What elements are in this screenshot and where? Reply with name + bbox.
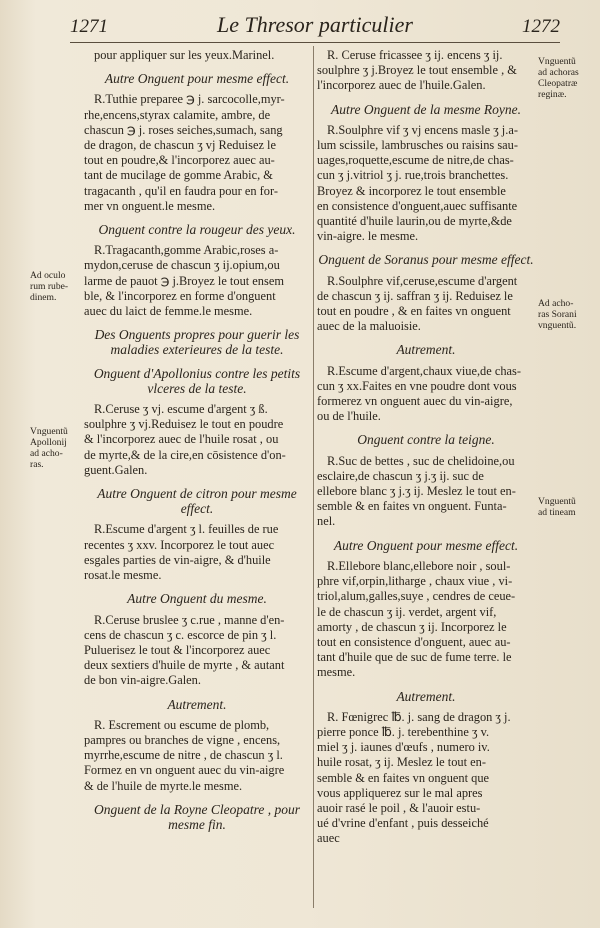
text-line: guent.Galen. [84,462,148,477]
text-line: & l'incorporez auec de l'huile rosat , ou [84,432,279,447]
running-title: Le Thresor particulier [217,12,413,37]
margin-note: Vnguentũ ad tineam [538,496,576,518]
text-line: auec du laict de femme.le mesme. [84,304,253,319]
text-line: larme de pauot ℈ j.Broyez le tout ensem [84,273,284,288]
text-line: ou de l'huile. [317,409,381,424]
text-line: cun ʒ j.vitriol ʒ j. rue,trois branchettes. [317,168,509,183]
text-line: R.Escume d'argent ʒ l. feuilles de rue [94,522,279,537]
text-line: pour appliquer sur les yeux.Marinel. [94,48,275,62]
text-line: ble, & l'incorporez en forme d'onguent [84,288,276,303]
section-heading: Autre Onguent du mesme. [127,591,267,607]
text-line: de myrte,& de la cire,en cōsistence d'on- [84,447,286,462]
section-heading: Onguent de Soranus pour mesme effect. [318,252,534,268]
recipe-paragraph [84,243,310,319]
text-line: de dragon, de chascun ʒ vj Reduisez le [84,138,276,153]
section-heading: Autrement. [396,688,456,704]
recipe-paragraph [317,274,535,335]
recipe-paragraph [317,454,535,530]
section-heading: Autre Onguent de citron pour mesme effect. [97,486,297,517]
text-line: tout en poudre , & en faites vn onguent [317,304,511,319]
page-number-left: 1271 [70,16,108,37]
text-line: R. Escrement ou escume de plomb, [94,717,270,732]
text-line: esclaire,de chascun ʒ j.ʒ ij. suc de [317,468,484,483]
text-line: rosat.le mesme. [84,568,162,583]
recipe-paragraph [84,48,310,63]
text-line: R.Suc de bettes , suc de chelidoine,ou [327,453,515,468]
text-line: vous appliquerez sur le mal apres [317,785,483,800]
text-line: semble & en faites vn onguent que [317,770,490,785]
margin-note: Vnguentũ Apollonij ad acho- ras. [30,426,68,470]
text-line: R. Ceruse fricassee ʒ ij. encens ʒ ij. [327,48,503,62]
section-heading: Des Onguents propres pour guerir les maladies exterieures de la teste. [94,327,300,358]
text-line: R.Ceruse bruslee ʒ c.rue , manne d'en- [94,612,285,627]
text-line: R.Tuthie preparee ℈ j. sarcocolle,myr- [94,92,285,107]
text-line: R.Tragacanth,gomme Arabic,roses a- [94,243,279,258]
text-line: miel ʒ j. iaunes d'œufs , numero iv. [317,740,490,755]
text-line: amorty , de chascun ʒ ij. Incorporez le [317,619,507,634]
text-line: pampres ou branches de vigne , encens, [84,732,281,747]
text-line: tant d'huile que de suc de fume terre. le [317,650,512,665]
section-heading: Onguent contre la teigne. [357,432,495,448]
recipe-paragraph [317,48,535,94]
text-line: Formez en vn onguent auec du vin-aigre [84,763,285,778]
text-line: ué d'vrine d'enfant , puis desseiché [317,816,489,831]
margin-note: Ad acho- ras Sorani vnguentũ. [538,298,577,331]
margin-note: Ad oculo rum rube- dinem. [30,270,69,303]
text-line: soulphre ʒ vj.Reduisez le tout en poudre [84,417,284,432]
page-number-right: 1272 [522,16,560,37]
text-line: mesme. [317,665,356,680]
text-line: R.Soulphre vif,ceruse,escume d'argent [327,273,518,288]
text-line: esgales parties de vin-aigre, & d'huile [84,552,271,567]
text-line: de chascun ʒ ij. saffran ʒ ij. Reduisez le [317,288,513,303]
text-line: tout en consistence d'onguent, auec au- [317,634,511,649]
text-line: R.Ellebore blanc,ellebore noir , soul- [327,558,511,573]
section-heading: Autrement. [167,696,227,712]
text-line: cens de chascun ʒ c. escorce de pin ʒ l. [84,627,277,642]
recipe-paragraph [317,559,535,681]
text-line: vin-aigre. le mesme. [317,229,419,244]
text-line: cun ʒ xx.Faites en vne poudre dont vous [317,378,517,393]
recipe-paragraph [84,522,310,583]
section-heading: Autre Onguent pour mesme effect. [104,71,290,87]
text-line: chascun ℈ j. roses seiches,sumach, sang [84,122,283,137]
margin-note: Vnguentũ ad achoras Cleopatræ reginæ. [538,56,579,100]
text-line: R.Soulphre vif ʒ vj encens masle ʒ j.a- [327,122,518,137]
text-line: semble & en faites vn onguent. Funta- [317,499,507,514]
recipe-paragraph [317,710,535,847]
section-heading: Autrement. [396,342,456,358]
text-line: huile rosat, ʒ ij. Meslez le tout en- [317,755,486,770]
text-line: pierre ponce ℔. j. terebenthine ʒ v. [317,724,490,739]
text-line: nel. [317,514,336,529]
text-line: lum scissile, lambrusches ou raisins sau- [317,138,518,153]
text-line: rhe,encens,styrax calamite, ambre, de [84,107,271,122]
recipe-paragraph [84,402,310,478]
recipe-paragraph [84,613,310,689]
text-line: phre vif,orpin,litharge , chaux viue , vi- [317,574,513,589]
text-line: recentes ʒ xxv. Incorporez le tout auec [84,537,275,552]
right-column [317,48,535,918]
text-line: R.Ceruse ʒ vj. escume d'argent ʒ ß. [94,402,268,417]
text-line: tragacanth , qu'il en faudra pour en for- [84,183,278,198]
text-line: deux sextiers d'huile de myrte , & autant [84,658,285,673]
text-line: quantité d'huile laurin,ou de myrte,&de [317,214,512,229]
running-header [70,12,560,42]
header-rule [70,42,560,43]
section-heading: Autre Onguent pour mesme effect. [333,537,519,553]
text-line: de bon vin-aigre.Galen. [84,673,201,688]
text-line: Broyez & incorporez le tout ensemble [317,183,506,198]
text-line: triol,alum,galles,suye , cendres de ceue- [317,589,516,604]
recipe-paragraph [84,92,310,214]
recipe-paragraph [317,364,535,425]
section-heading: Onguent de la Royne Cleopatre , pour mesme fin. [93,801,301,832]
text-line: auoir rasé le poil , & l'auoir estu- [317,800,481,815]
left-column [84,48,310,918]
text-line: tant de mucilage de gomme Arabic, & [84,168,273,183]
text-line: Puluerisez le tout & l'incorporez auec [84,642,271,657]
text-line: auec de la maluoisie. [317,319,421,334]
text-line: tout en poudre,& l'incorporez auec au- [84,153,275,168]
text-line: ellebore blanc ʒ j.ʒ ij. Meslez le tout en- [317,484,516,499]
text-line: le de chascun ʒ ij. verdet, argent vif, [317,604,497,619]
column-divider [313,46,314,908]
recipe-paragraph [317,123,535,245]
text-line: mydon,ceruse de chascun ʒ ij.opium,ou [84,258,280,273]
text-line: myrrhe,escume de nitre , de chascun ʒ l. [84,748,283,763]
text-line: & de l'huile de myrte.le mesme. [84,778,243,793]
text-line: l'incorporez auec de l'huile.Galen. [317,78,486,93]
recipe-paragraph [84,718,310,794]
section-heading: Autre Onguent de la mesme Royne. [331,101,521,117]
text-line: R.Escume d'argent,chaux viue,de chas- [327,363,521,378]
text-line: auec [317,831,340,846]
section-heading: Onguent d'Apollonius contre les petits vlceres de la teste. [93,365,301,396]
text-line: uages,roquette,escume de nitre,de chas- [317,153,514,168]
text-line: en consistence d'onguent,auec suffisante [317,198,518,213]
text-line: soulphre ʒ j.Broyez le tout ensemble , & [317,63,517,78]
text-line: mer vn onguent.le mesme. [84,198,216,213]
text-line: formerez vn onguent auec du vin-aigre, [317,394,513,409]
text-line: R. Fœnigrec ℔. j. sang de dragon ʒ j. [327,709,511,724]
section-heading: Onguent contre la rougeur des yeux. [98,222,296,238]
